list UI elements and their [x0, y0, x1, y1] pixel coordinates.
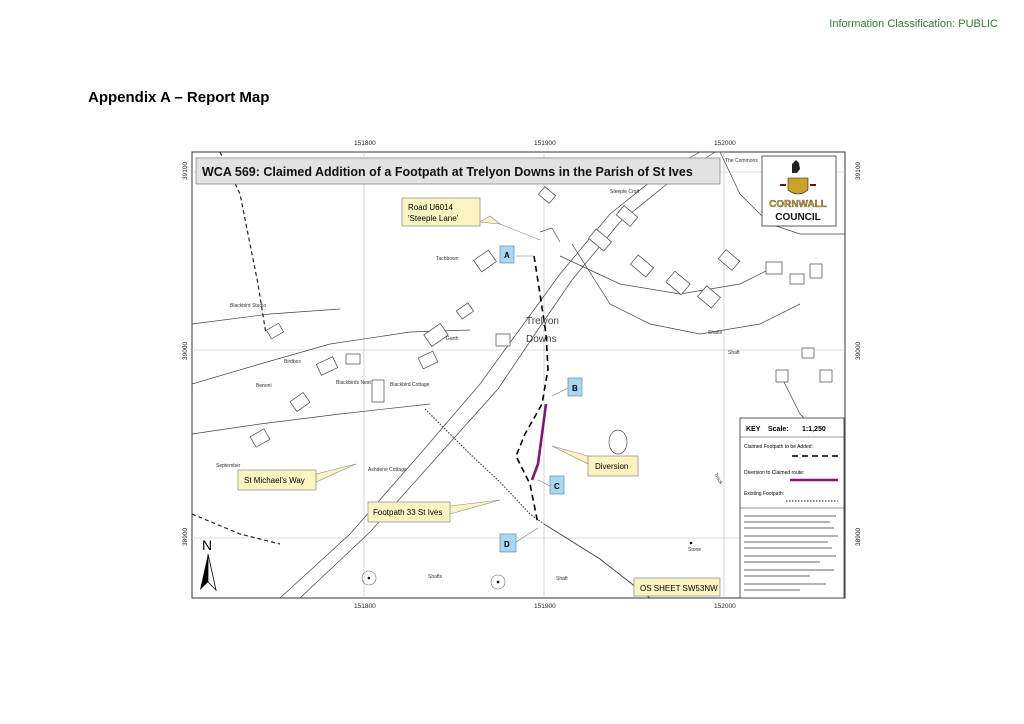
easting-label-2-bottom: 151900 [534, 603, 556, 610]
footpath33-callout-text: Footpath 33 St Ives [373, 508, 443, 517]
road-callout-line-2: 'Steeple Lane' [408, 214, 459, 223]
key-diversion-label: Diversion to Claimed route: [744, 470, 805, 476]
label-ashdene-cottage: Ashdene Cottage [368, 467, 407, 473]
report-map [180, 134, 870, 610]
diversion-callout-text: Diversion [595, 462, 629, 471]
easting-label-3-bottom: 152000 [714, 603, 736, 610]
label-track: Track [712, 472, 724, 486]
stmichael-callout-text: St Michael's Way [244, 476, 305, 485]
label-steeple-croft: Steeple Croft [610, 189, 640, 195]
easting-label-2: 151900 [534, 140, 556, 147]
label-benoni: Benoni [256, 383, 272, 389]
point-a-label: A [504, 251, 510, 260]
cornwall-council-logo [762, 156, 836, 226]
label-birdbox: Birdbox [284, 359, 301, 365]
key-scale-value: 1:1,250 [802, 426, 826, 433]
label-shaft-2: Shaft [728, 350, 740, 356]
point-d-label: D [504, 540, 510, 549]
map-title: WCA 569: Claimed Addition of a Footpath at Trelyon Downs in the Parish of St Ives [202, 165, 693, 179]
label-stone: Stone [688, 547, 702, 553]
shaft-dot-1 [368, 577, 371, 580]
logo-line-1: CORNWALL [769, 199, 827, 210]
stone-dot [690, 542, 693, 545]
label-shafts-1: Shafts [428, 574, 443, 580]
northing-label-3-right: 38900 [855, 527, 862, 546]
easting-label-1-bottom: 151800 [354, 603, 376, 610]
classification-label: Information Classification: PUBLIC [829, 18, 998, 30]
road-callout-line-1: Road U6014 [408, 203, 453, 212]
northing-label-1-right: 39100 [855, 161, 862, 180]
key-title: KEY [746, 426, 761, 433]
shaft-dot-2 [497, 581, 500, 584]
point-c-label: C [554, 482, 560, 491]
label-shafts-2: Shafts [708, 330, 723, 336]
north-label: N [202, 537, 213, 553]
label-shaft-1: Shaft [556, 576, 568, 582]
easting-label-3: 152000 [714, 140, 736, 147]
northing-label-2-right: 39000 [855, 341, 862, 360]
label-blackbird-cottage: Blackbird Cottage [390, 382, 430, 388]
label-september: September [216, 463, 241, 469]
place-downs: Downs [526, 334, 557, 345]
label-blackbird-studio: Blackbird Studio [230, 303, 267, 309]
northing-label-1: 39100 [182, 161, 189, 180]
logo-line-2: COUNCIL [775, 212, 821, 223]
point-b-label: B [572, 384, 578, 393]
os-sheet-label: OS SHEET SW53NW [640, 584, 718, 593]
place-trelyon: Trelyon [526, 316, 559, 327]
page-heading: Appendix A – Report Map [88, 89, 270, 106]
map-svg [180, 134, 870, 610]
northing-label-2: 39000 [182, 341, 189, 360]
label-the-commons: The Commons [725, 158, 758, 164]
map-key [740, 418, 844, 598]
key-scale-label: Scale: [768, 426, 789, 433]
easting-label-1: 151800 [354, 140, 376, 147]
northing-label-3: 38900 [182, 527, 189, 546]
key-existing-label: Existing Footpath: [744, 491, 785, 497]
label-garth: Garth [446, 336, 459, 342]
key-claimed-label: Claimed Footpath to be Added: [744, 444, 813, 450]
label-blackbirds-nest: Blackbirds Nest [336, 380, 371, 386]
label-tachbown: Tachbown [436, 256, 459, 262]
